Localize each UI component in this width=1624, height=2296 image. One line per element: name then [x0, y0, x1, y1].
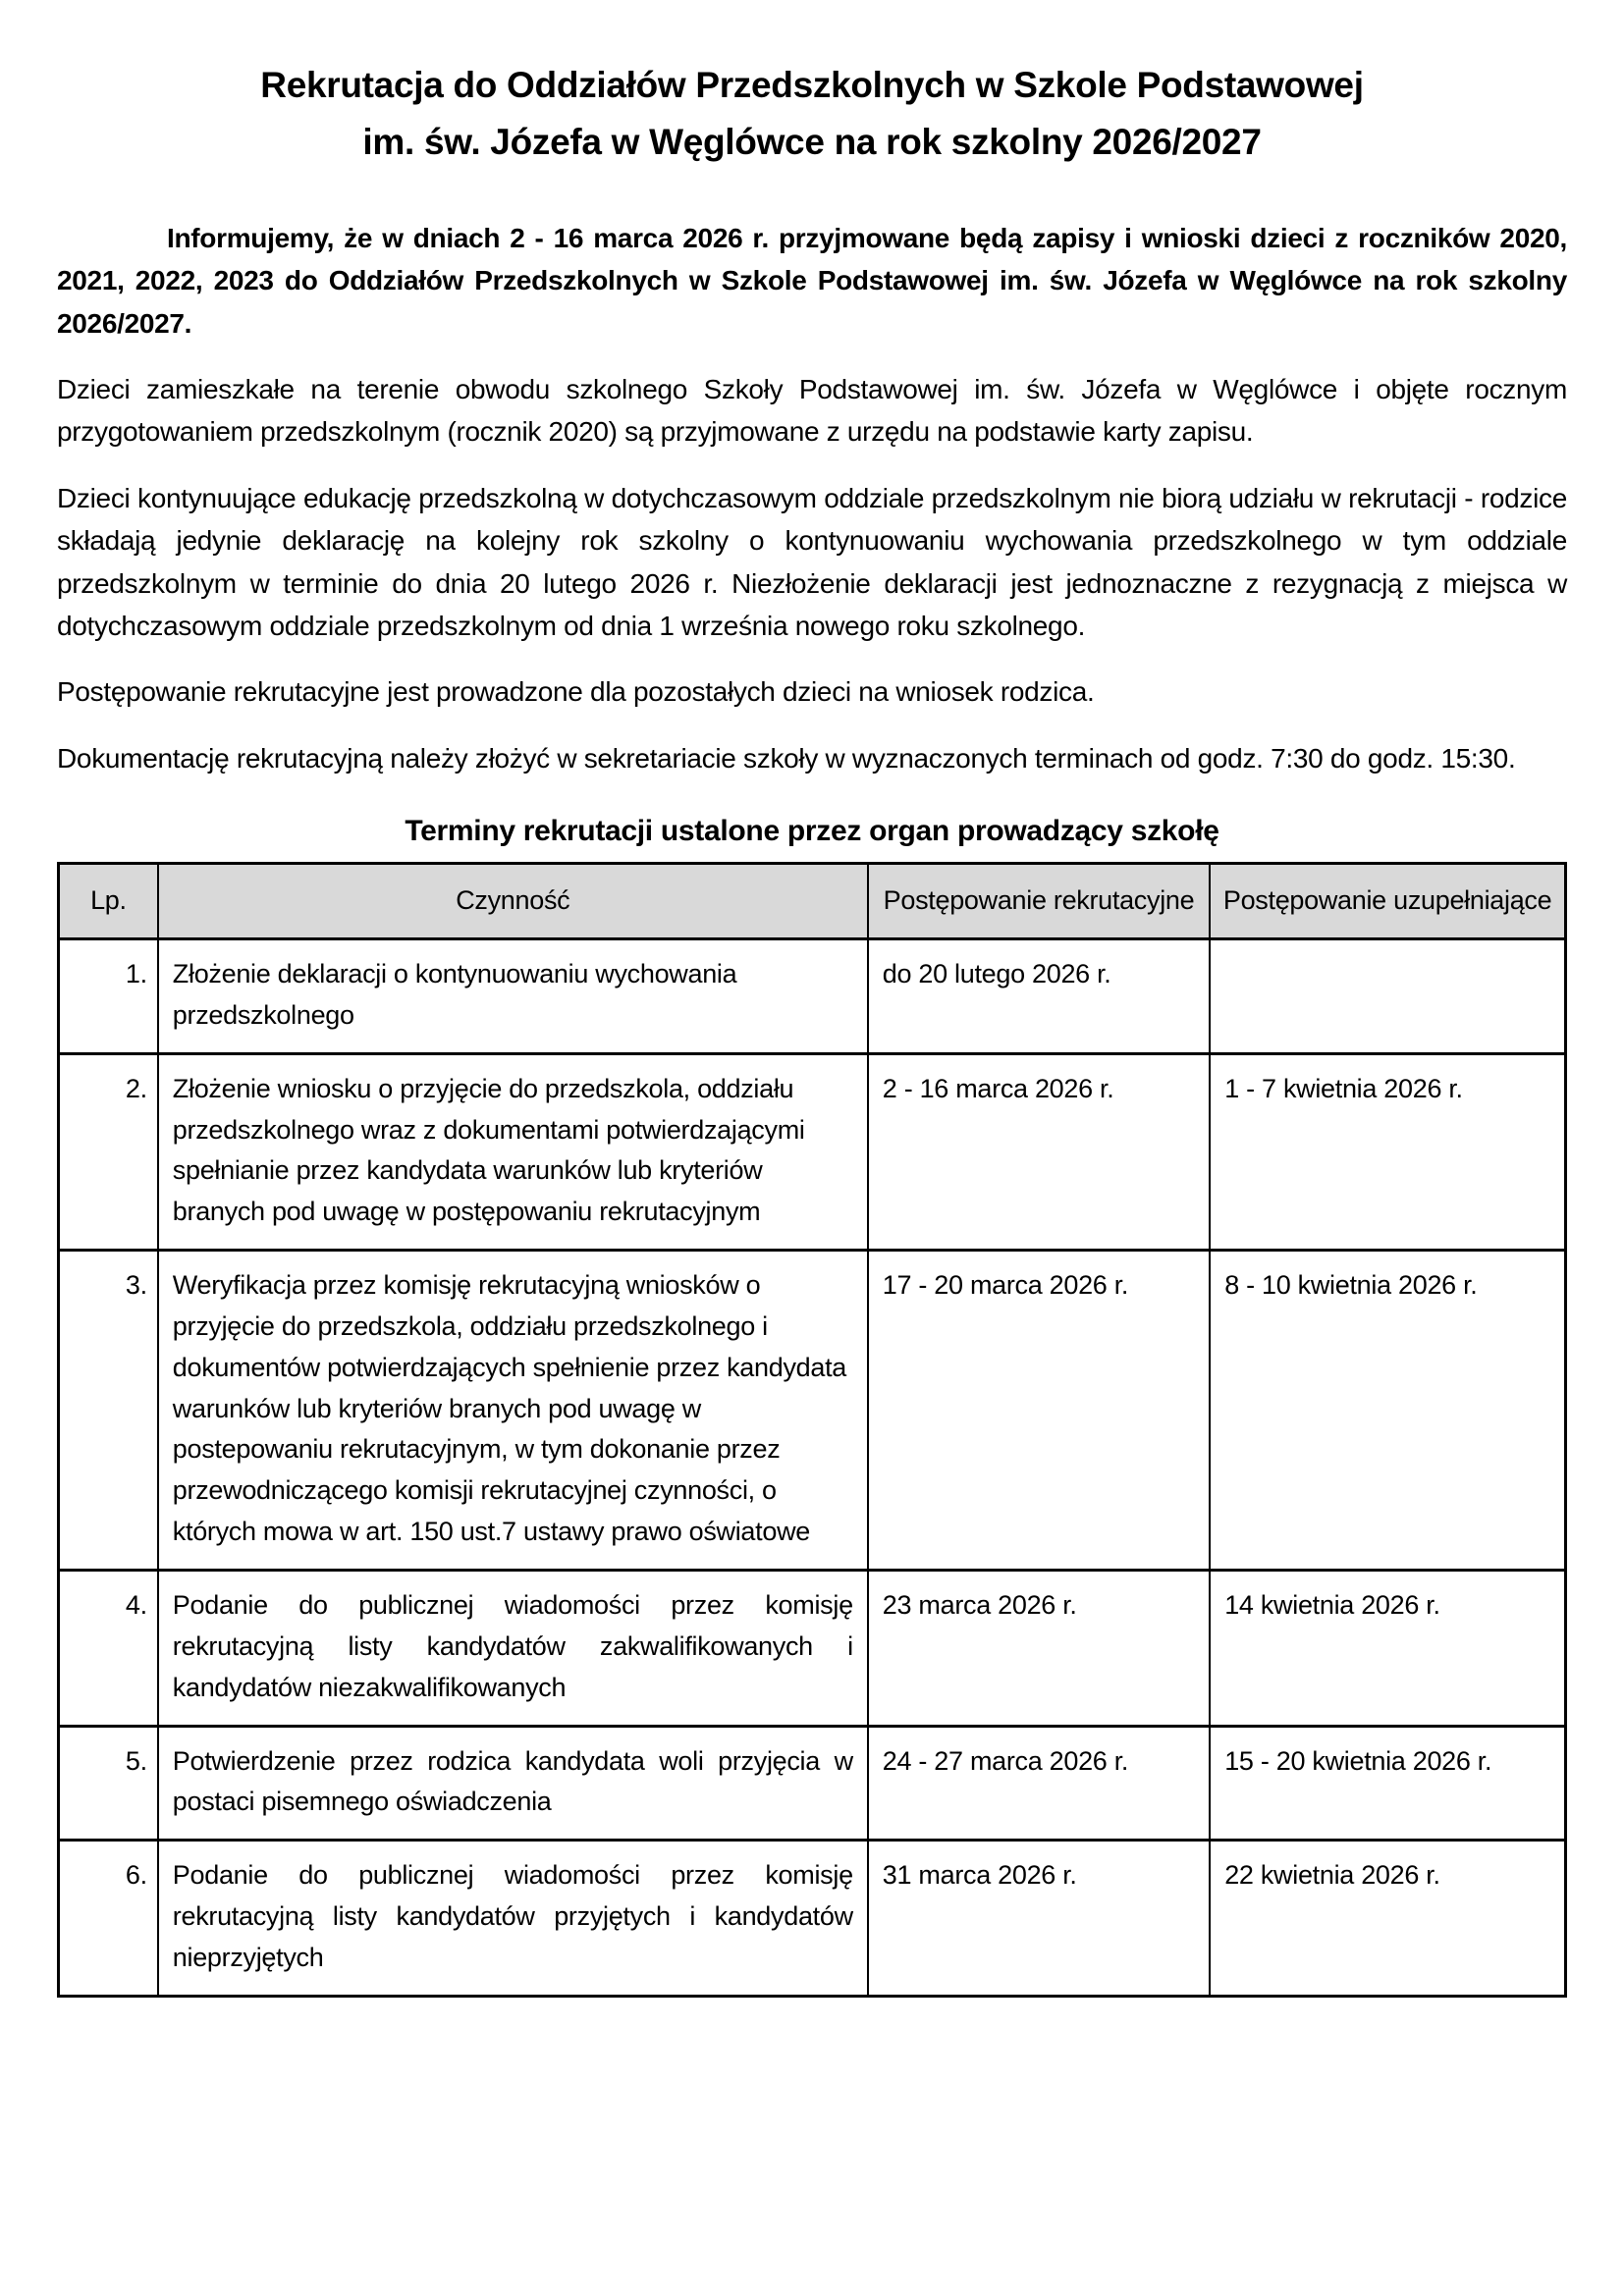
document-title-line2: im. św. Józefa w Węglówce na rok szkolny 2026/2027 — [362, 122, 1262, 163]
supplementary-date-cell: 1 - 7 kwietnia 2026 r. — [1210, 1053, 1565, 1250]
recruitment-date-cell: 17 - 20 marca 2026 r. — [868, 1251, 1210, 1571]
supplementary-date-cell: 15 - 20 kwietnia 2026 r. — [1210, 1726, 1565, 1841]
row-number-cell: 2. — [59, 1053, 158, 1250]
supplementary-date-cell — [1210, 939, 1565, 1054]
table-row — [59, 939, 1566, 1054]
activity-cell: Potwierdzenie przez rodzica kandydata woli przyjęcia w postaci pisemnego oświadczenia — [158, 1726, 868, 1841]
table-row — [59, 1571, 1566, 1727]
table-row — [59, 1841, 1566, 1997]
row-number-cell: 6. — [59, 1841, 158, 1997]
column-header-activity: Czynność — [158, 864, 868, 939]
recruitment-date-cell: 2 - 16 marca 2026 r. — [868, 1053, 1210, 1250]
row-number-cell: 5. — [59, 1726, 158, 1841]
continuing-children-paragraph: Dzieci kontynuujące edukację przedszkolną w dotychczasowym oddziale przedszkolnym nie biorą udziału w rekrutacji - rodzice składają jedynie deklarację na kolejny rok szkolny o kontynuowaniu wychowania przedszkolnego w tym oddziale przedszkolnym w terminie do dnia 20 lutego 2026 r. Niezłożenie deklaracji jest jednoznaczne z rezygnacją z miejsca w dotychczasowym oddziale przedszkolnym od dnia 1 września nowego roku szkolnego. — [57, 482, 1567, 642]
activity-cell: Złożenie deklaracji o kontynuowaniu wychowania przedszkolnego — [158, 939, 868, 1054]
recruitment-schedule-table — [57, 862, 1567, 1998]
other-children-paragraph: Postępowanie rekrutacyjne jest prowadzone dla pozostałych dzieci na wniosek rodzica. — [57, 676, 1095, 708]
activity-cell: Złożenie wniosku o przyjęcie do przedszkola, oddziału przedszkolnego wraz z dokumentami potwierdzającymi spełnianie przez kandydata warunków lub kryteriów branych pod uwagę w postępowaniu rekrutacyjnym — [158, 1053, 868, 1250]
table-header-row — [59, 864, 1566, 939]
recruitment-date-cell: 23 marca 2026 r. — [868, 1571, 1210, 1727]
activity-cell: Podanie do publicznej wiadomości przez komisję rekrutacyjną listy kandydatów przyjętych i kandydatów nieprzyjętych — [158, 1841, 868, 1997]
supplementary-date-cell: 8 - 10 kwietnia 2026 r. — [1210, 1251, 1565, 1571]
intro-paragraph: Informujemy, że w dniach 2 - 16 marca 2026 r. przyjmowane będą zapisy i wnioski dzieci z roczników 2020, 2021, 2022, 2023 do Oddziałów Przedszkolnych w Szkole Podstawowej im. św. Józefa w Węglówce na rok szkolny 2026/2027. — [57, 222, 1567, 339]
recruitment-date-cell: 24 - 27 marca 2026 r. — [868, 1726, 1210, 1841]
activity-cell: Weryfikacja przez komisję rekrutacyjną wniosków o przyjęcie do przedszkola, oddziału przedszkolnego i dokumentów potwierdzających spełnienie przez kandydata warunków lub kryteriów branych pod uwagę w postepowaniu rekrutacyjnym, w tym dokonanie przez przewodniczącego komisji rekrutacyjnej czynności, o których mowa w art. 150 ust.7 ustawy prawo oświatowe — [158, 1251, 868, 1571]
documentation-paragraph: Dokumentację rekrutacyjną należy złożyć w sekretariacie szkoły w wyznaczonych terminach od godz. 7:30 do godz. 15:30. — [57, 742, 1516, 774]
table-row — [59, 1053, 1566, 1250]
district-children-paragraph: Dzieci zamieszkałe na terenie obwodu szkolnego Szkoły Podstawowej im. św. Józefa w Węglówce i objęte rocznym przygotowaniem przedszkolnym (rocznik 2020) są przyjmowane z urzędu na podstawie karty zapisu. — [57, 374, 1567, 448]
table-title: Terminy rekrutacji ustalone przez organ prowadzący szkołę — [405, 815, 1219, 848]
column-header-supplementary: Postępowanie uzupełniające — [1210, 864, 1565, 939]
row-number-cell: 1. — [59, 939, 158, 1054]
supplementary-date-cell: 22 kwietnia 2026 r. — [1210, 1841, 1565, 1997]
column-header-recruitment: Postępowanie rekrutacyjne — [868, 864, 1210, 939]
document-title — [57, 57, 1567, 172]
activity-cell: Podanie do publicznej wiadomości przez komisję rekrutacyjną listy kandydatów zakwalifikowanych i kandydatów niezakwalifikowanych — [158, 1571, 868, 1727]
row-number-cell: 3. — [59, 1251, 158, 1571]
table-row — [59, 1726, 1566, 1841]
supplementary-date-cell: 14 kwietnia 2026 r. — [1210, 1571, 1565, 1727]
row-number-cell: 4. — [59, 1571, 158, 1727]
recruitment-date-cell: do 20 lutego 2026 r. — [868, 939, 1210, 1054]
table-row — [59, 1251, 1566, 1571]
column-header-lp: Lp. — [59, 864, 158, 939]
recruitment-date-cell: 31 marca 2026 r. — [868, 1841, 1210, 1997]
document-title-line1: Rekrutacja do Oddziałów Przedszkolnych w Szkole Podstawowej — [260, 65, 1364, 105]
